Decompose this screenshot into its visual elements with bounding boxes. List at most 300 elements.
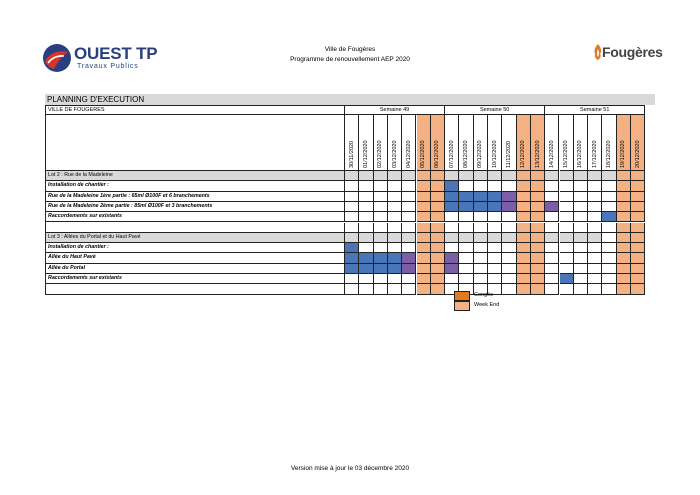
day-cell — [574, 202, 588, 212]
day-cell — [517, 171, 531, 181]
day-cell — [417, 202, 431, 212]
day-cell — [617, 284, 631, 294]
task-label: Rue de la Madeleine 2ème partie : 85ml Ø100F et 3 branchements — [46, 202, 345, 212]
day-cell — [417, 284, 431, 294]
day-cell — [388, 171, 402, 181]
day-cell — [459, 253, 473, 263]
day-cell — [617, 192, 631, 202]
date-header — [502, 115, 516, 171]
date-header — [488, 115, 502, 171]
day-cell — [502, 253, 516, 263]
day-cell — [417, 233, 431, 243]
day-cell — [474, 212, 488, 222]
day-cell — [588, 202, 602, 212]
date-header — [431, 115, 445, 171]
day-cell — [531, 233, 545, 243]
day-cell — [617, 212, 631, 222]
date-header — [445, 115, 459, 171]
day-cell — [545, 171, 559, 181]
day-cell — [345, 284, 359, 294]
date-header — [359, 115, 373, 171]
day-cell — [402, 274, 416, 284]
work-bar — [388, 253, 402, 263]
day-cell — [502, 233, 516, 243]
ouest-tp-logo-icon — [42, 43, 72, 73]
blank-row — [46, 223, 345, 233]
task-label: Allée du Portal — [46, 264, 345, 274]
day-cell — [617, 171, 631, 181]
day-cell — [459, 243, 473, 253]
day-cell — [602, 274, 616, 284]
day-cell — [602, 243, 616, 253]
date-header — [574, 115, 588, 171]
day-cell — [445, 212, 459, 222]
day-cell — [402, 212, 416, 222]
day-cell — [445, 223, 459, 233]
day-cell — [588, 243, 602, 253]
day-cell — [345, 202, 359, 212]
day-cell — [374, 223, 388, 233]
work-bar-alt — [502, 202, 516, 212]
day-cell — [388, 202, 402, 212]
day-cell — [402, 223, 416, 233]
day-cell — [374, 274, 388, 284]
day-cell — [517, 253, 531, 263]
day-cell — [517, 181, 531, 191]
work-bar — [374, 264, 388, 274]
day-cell — [545, 233, 559, 243]
day-cell — [402, 171, 416, 181]
day-cell — [488, 223, 502, 233]
day-cell — [431, 243, 445, 253]
day-cell — [345, 171, 359, 181]
day-cell — [388, 192, 402, 202]
task-label: Raccordements sur existants — [46, 212, 345, 222]
task-label: Rue de la Madeleine 1ère partie : 65ml Ø100F et 6 branchements — [46, 192, 345, 202]
ouest-tp-logo — [40, 40, 170, 76]
day-cell — [617, 223, 631, 233]
date-label: 16/12/2020 — [577, 140, 584, 168]
day-cell — [545, 274, 559, 284]
date-header — [474, 115, 488, 171]
day-cell — [374, 284, 388, 294]
day-cell — [474, 274, 488, 284]
day-cell — [459, 264, 473, 274]
day-cell — [531, 192, 545, 202]
work-bar — [374, 253, 388, 263]
version-note: Version mise à jour le 03 décembre 2020 — [290, 465, 410, 472]
day-cell — [531, 223, 545, 233]
day-cell — [417, 212, 431, 222]
work-bar — [602, 212, 616, 222]
task-label: Installation de chantier : — [46, 181, 345, 191]
date-row-label — [46, 115, 345, 171]
legend-label: Congés — [474, 292, 493, 298]
date-label: 14/12/2020 — [548, 140, 555, 168]
day-cell — [459, 212, 473, 222]
work-bar-alt — [545, 202, 559, 212]
day-cell — [417, 223, 431, 233]
work-bar — [560, 274, 574, 284]
day-cell — [560, 212, 574, 222]
work-bar — [488, 202, 502, 212]
date-label: 20/12/2020 — [634, 140, 641, 168]
day-cell — [374, 181, 388, 191]
date-header — [417, 115, 431, 171]
day-cell — [617, 243, 631, 253]
day-cell — [388, 223, 402, 233]
day-cell — [574, 264, 588, 274]
day-cell — [374, 202, 388, 212]
date-label: 19/12/2020 — [620, 140, 627, 168]
day-cell — [388, 212, 402, 222]
work-bar — [345, 243, 359, 253]
day-cell — [488, 253, 502, 263]
work-bar — [445, 192, 459, 202]
day-cell — [431, 192, 445, 202]
day-cell — [345, 212, 359, 222]
day-cell — [417, 181, 431, 191]
day-cell — [517, 192, 531, 202]
day-cell — [588, 181, 602, 191]
date-label: 09/12/2020 — [477, 140, 484, 168]
day-cell — [588, 192, 602, 202]
day-cell — [631, 264, 645, 274]
heading-city: Ville de Fougères — [324, 46, 376, 53]
day-cell — [617, 202, 631, 212]
work-bar — [488, 192, 502, 202]
task-label: Raccordements sur existants — [46, 274, 345, 284]
day-cell — [560, 202, 574, 212]
day-cell — [517, 274, 531, 284]
day-cell — [402, 284, 416, 294]
day-cell — [617, 274, 631, 284]
work-bar — [359, 264, 373, 274]
day-cell — [517, 202, 531, 212]
day-cell — [431, 212, 445, 222]
date-label: 07/12/2020 — [448, 140, 455, 168]
day-cell — [431, 202, 445, 212]
day-cell — [588, 223, 602, 233]
day-cell — [359, 223, 373, 233]
work-bar — [474, 202, 488, 212]
day-cell — [560, 233, 574, 243]
day-cell — [402, 192, 416, 202]
day-cell — [602, 171, 616, 181]
date-label: 05/12/2020 — [420, 140, 427, 168]
day-cell — [417, 253, 431, 263]
day-cell — [574, 223, 588, 233]
day-cell — [474, 181, 488, 191]
day-cell — [502, 181, 516, 191]
task-label: Allée du Haut Pavé — [46, 253, 345, 263]
date-header — [374, 115, 388, 171]
day-cell — [545, 212, 559, 222]
day-cell — [502, 212, 516, 222]
day-cell — [631, 274, 645, 284]
week-header: Semaine 51 — [545, 106, 645, 115]
work-bar — [345, 253, 359, 263]
day-cell — [431, 223, 445, 233]
day-cell — [574, 253, 588, 263]
day-cell — [631, 192, 645, 202]
day-cell — [431, 274, 445, 284]
day-cell — [474, 171, 488, 181]
day-cell — [602, 284, 616, 294]
date-header — [459, 115, 473, 171]
company-subtitle: Travaux Publics — [77, 63, 139, 70]
date-label: 15/12/2020 — [563, 140, 570, 168]
day-cell — [417, 171, 431, 181]
date-label: 03/12/2020 — [391, 140, 398, 168]
day-cell — [531, 202, 545, 212]
day-cell — [488, 233, 502, 243]
day-cell — [531, 284, 545, 294]
client-name: VILLE DE FOUGERES — [46, 106, 345, 115]
day-cell — [359, 212, 373, 222]
work-bar — [459, 202, 473, 212]
day-cell — [574, 284, 588, 294]
day-cell — [502, 223, 516, 233]
day-cell — [631, 243, 645, 253]
day-cell — [588, 264, 602, 274]
day-cell — [359, 243, 373, 253]
day-cell — [488, 212, 502, 222]
work-bar-alt — [502, 192, 516, 202]
day-cell — [402, 181, 416, 191]
day-cell — [445, 274, 459, 284]
date-header — [517, 115, 531, 171]
day-cell — [588, 171, 602, 181]
day-cell — [545, 284, 559, 294]
date-header — [602, 115, 616, 171]
day-cell — [402, 233, 416, 243]
day-cell — [502, 171, 516, 181]
day-cell — [602, 253, 616, 263]
day-cell — [359, 181, 373, 191]
lot-header: Lot 2 : Rue de la Madeleine — [46, 171, 345, 181]
day-cell — [431, 233, 445, 243]
day-cell — [631, 202, 645, 212]
day-cell — [502, 284, 516, 294]
day-cell — [431, 171, 445, 181]
day-cell — [359, 171, 373, 181]
day-cell — [459, 274, 473, 284]
day-cell — [417, 243, 431, 253]
day-cell — [345, 223, 359, 233]
date-header — [531, 115, 545, 171]
day-cell — [359, 202, 373, 212]
day-cell — [602, 202, 616, 212]
day-cell — [345, 181, 359, 191]
day-cell — [374, 192, 388, 202]
day-cell — [631, 171, 645, 181]
day-cell — [502, 243, 516, 253]
day-cell — [574, 192, 588, 202]
company-brand: OUEST TP — [74, 44, 158, 63]
day-cell — [459, 181, 473, 191]
day-cell — [517, 284, 531, 294]
date-header — [631, 115, 645, 171]
work-bar — [459, 192, 473, 202]
day-cell — [574, 212, 588, 222]
day-cell — [517, 233, 531, 243]
city-brand: Fougères — [602, 44, 663, 60]
day-cell — [545, 264, 559, 274]
day-cell — [388, 274, 402, 284]
date-header — [560, 115, 574, 171]
day-cell — [517, 223, 531, 233]
day-cell — [602, 223, 616, 233]
day-cell — [374, 243, 388, 253]
work-bar — [388, 264, 402, 274]
work-bar-alt — [402, 264, 416, 274]
day-cell — [602, 181, 616, 191]
work-bar — [474, 192, 488, 202]
day-cell — [560, 192, 574, 202]
day-cell — [374, 233, 388, 243]
date-label: 13/12/2020 — [534, 140, 541, 168]
day-cell — [417, 264, 431, 274]
date-label: 30/11/2020 — [348, 140, 355, 168]
day-cell — [488, 264, 502, 274]
work-bar — [359, 253, 373, 263]
day-cell — [388, 284, 402, 294]
day-cell — [574, 274, 588, 284]
day-cell — [345, 233, 359, 243]
day-cell — [388, 181, 402, 191]
day-cell — [517, 264, 531, 274]
day-cell — [474, 253, 488, 263]
day-cell — [431, 264, 445, 274]
day-cell — [617, 253, 631, 263]
day-cell — [431, 253, 445, 263]
day-cell — [588, 233, 602, 243]
day-cell — [574, 171, 588, 181]
blank-row — [46, 284, 345, 294]
week-header: Semaine 50 — [445, 106, 545, 115]
day-cell — [574, 233, 588, 243]
day-cell — [545, 181, 559, 191]
day-cell — [474, 264, 488, 274]
day-cell — [588, 274, 602, 284]
day-cell — [531, 253, 545, 263]
day-cell — [359, 233, 373, 243]
day-cell — [359, 192, 373, 202]
day-cell — [560, 181, 574, 191]
day-cell — [574, 181, 588, 191]
day-cell — [560, 284, 574, 294]
day-cell — [560, 171, 574, 181]
date-label: 04/12/2020 — [405, 140, 412, 168]
day-cell — [517, 243, 531, 253]
date-label: 17/12/2020 — [591, 140, 598, 168]
date-label: 12/12/2020 — [520, 140, 527, 168]
date-label: 01/12/2020 — [362, 140, 369, 168]
day-cell — [531, 274, 545, 284]
day-cell — [488, 243, 502, 253]
work-bar — [345, 264, 359, 274]
document-heading — [200, 45, 500, 65]
day-cell — [388, 233, 402, 243]
day-cell — [488, 171, 502, 181]
day-cell — [517, 212, 531, 222]
week-header: Semaine 49 — [345, 106, 445, 115]
day-cell — [474, 223, 488, 233]
day-cell — [374, 212, 388, 222]
day-cell — [574, 243, 588, 253]
day-cell — [488, 181, 502, 191]
day-cell — [560, 253, 574, 263]
date-header — [388, 115, 402, 171]
date-label: 11/12/2020 — [505, 140, 512, 168]
date-header — [588, 115, 602, 171]
date-label: 08/12/2020 — [463, 140, 470, 168]
day-cell — [402, 243, 416, 253]
legend-label: Week End — [474, 302, 500, 308]
planning-title: PLANNING D'EXECUTION — [45, 94, 655, 105]
day-cell — [602, 233, 616, 243]
day-cell — [545, 253, 559, 263]
day-cell — [459, 233, 473, 243]
day-cell — [431, 284, 445, 294]
day-cell — [402, 202, 416, 212]
work-bar-alt — [445, 253, 459, 263]
day-cell — [417, 192, 431, 202]
day-cell — [617, 264, 631, 274]
planning-grid — [45, 105, 645, 295]
day-cell — [631, 223, 645, 233]
day-cell — [631, 233, 645, 243]
date-header — [617, 115, 631, 171]
day-cell — [617, 181, 631, 191]
day-cell — [345, 192, 359, 202]
day-cell — [359, 274, 373, 284]
day-cell — [531, 264, 545, 274]
lot-header: Lot 3 : Allées du Portal et du Haut Pavé — [46, 233, 345, 243]
heading-program: Programme de renouvellement AEP 2020 — [290, 56, 410, 63]
legend-swatch — [454, 291, 470, 301]
day-cell — [545, 223, 559, 233]
day-cell — [502, 274, 516, 284]
task-label: Installation de chantier : — [46, 243, 345, 253]
date-header — [545, 115, 559, 171]
day-cell — [545, 192, 559, 202]
day-cell — [431, 181, 445, 191]
date-label: 10/12/2020 — [491, 140, 498, 168]
day-cell — [445, 243, 459, 253]
day-cell — [631, 181, 645, 191]
day-cell — [531, 212, 545, 222]
day-cell — [602, 192, 616, 202]
legend-swatch — [454, 301, 470, 311]
day-cell — [502, 264, 516, 274]
date-label: 18/12/2020 — [606, 140, 613, 168]
day-cell — [459, 223, 473, 233]
day-cell — [359, 284, 373, 294]
date-label: 02/12/2020 — [377, 140, 384, 168]
work-bar-alt — [402, 253, 416, 263]
day-cell — [345, 274, 359, 284]
day-cell — [531, 181, 545, 191]
day-cell — [588, 284, 602, 294]
day-cell — [531, 243, 545, 253]
day-cell — [474, 243, 488, 253]
day-cell — [560, 264, 574, 274]
day-cell — [459, 171, 473, 181]
date-label: 06/12/2020 — [434, 140, 441, 168]
day-cell — [388, 243, 402, 253]
